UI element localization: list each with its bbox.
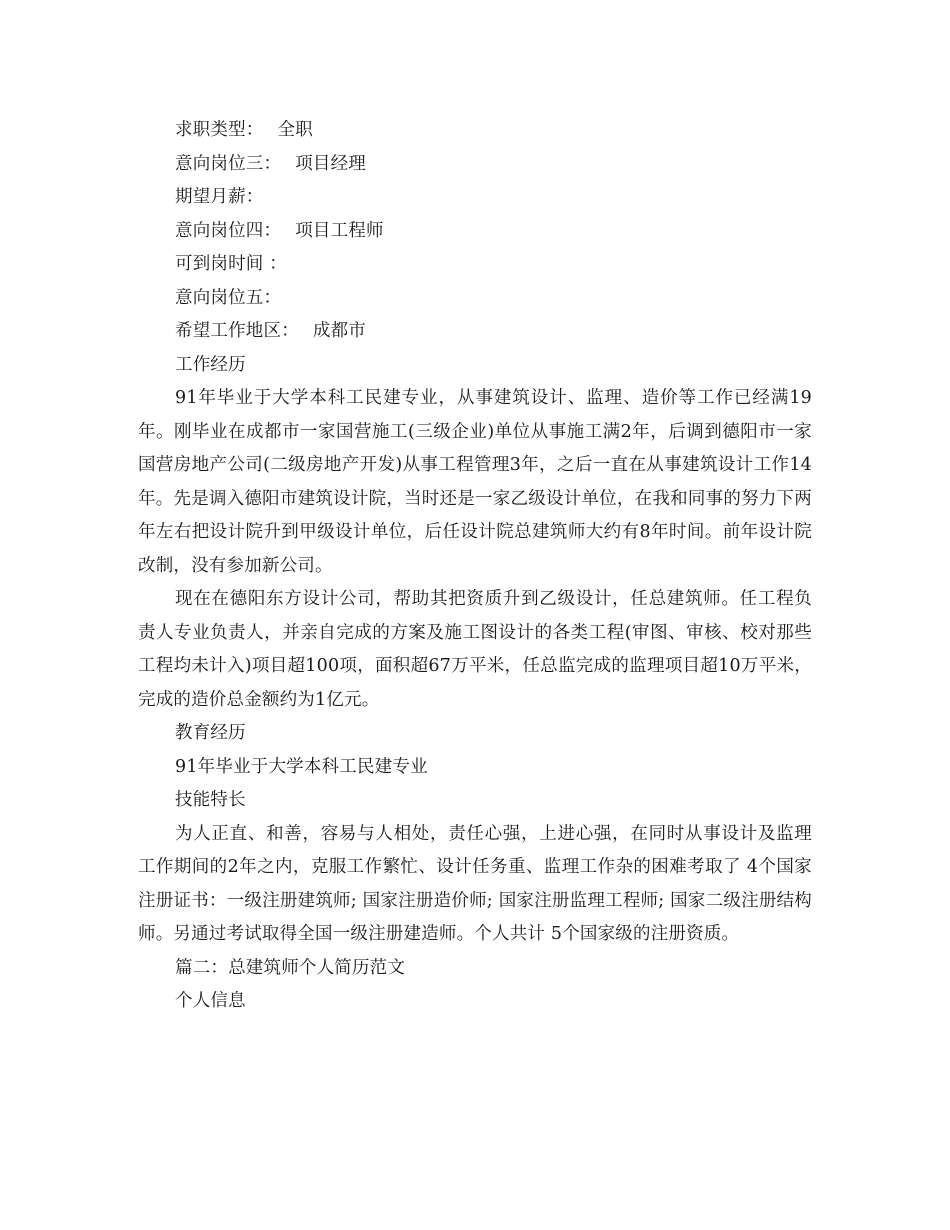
expected-salary-label: 期望月薪： [175,187,264,207]
skills-paragraph: 为人正直、和善，容易与人相处，责任心强，上进心强，在同时从事设计及监理工作期间的2年之内，克服工作繁忙、设计任务重、监理工作杂的困难考取了 4个国家注册证书：一级注册建筑师; 国家注册造价师; 国家注册监理工程师; 国家二级注册结构师。另通过考试取得全国一级注册建造师。个人共计 5个国家级的注册资质。 [138,823,812,944]
position-5-row [138,282,812,316]
position-4-row [138,215,812,249]
work-experience-paragraph-2: 现在在德阳东方设计公司，帮助其把资质升到乙级设计，任总建筑师。任工程负责人专业负责人，并亲自完成的方案及施工图设计的各类工程(审图、审核、校对那些工程均未计入)项目超100项，面积超67万平米，任总监完成的监理项目超10万平米，完成的造价总金额约为1亿元。 [138,589,812,710]
job-type-value: 全职 [277,120,313,140]
work-location-label: 希望工作地区： [175,321,299,341]
work-experience-paragraph-1: 91年毕业于大学本科工民建专业，从事建筑设计、监理、造价等工作已经满19年。刚毕业在成都市一家国营施工(三级企业)单位从事施工满2年，后调到德阳市一家国营房地产公司(二级房地产开发)从事工程管理3年，之后一直在从事建筑设计工作14年。先是调入德阳市建筑设计院，当时还是一家乙级设计单位，在我和同事的努力下两年左右把设计院升到甲级设计单位，后任设计院总建筑师大约有8年时间。前年设计院改制，没有参加新公司。 [138,388,812,576]
part-two-title: 篇二：总建筑师个人简历范文 [175,957,406,978]
position-3-label: 意向岗位三： [175,153,282,174]
job-type-row [138,114,812,148]
job-type-label: 求职类型： [175,120,264,140]
education-text: 91年毕业于大学本科工民建专业 [175,756,428,777]
work-location-value: 成都市 [312,321,367,341]
education-heading: 教育经历 [175,723,246,743]
work-experience-heading: 工作经历 [175,354,246,375]
position-3-row [138,148,812,182]
position-3-value: 项目经理 [295,153,367,174]
position-4-label: 意向岗位四： [175,220,282,241]
work-location-row [138,315,812,349]
position-4-value: 项目工程师 [295,220,384,241]
personal-info-heading: 个人信息 [175,991,246,1011]
skills-heading: 技能特长 [175,790,246,810]
available-time-row [138,248,812,282]
expected-salary-row [138,181,812,215]
available-time-label: 可到岗时间 ： [175,254,287,274]
position-5-label: 意向岗位五： [175,287,282,308]
resume-content [138,114,812,1019]
